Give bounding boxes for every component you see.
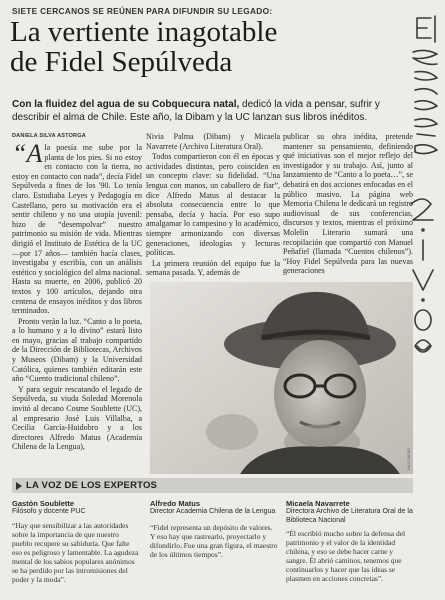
expert-quote: “Fidel representa un depósito de valores. Y eso hay que rastrearlo, proyectarlo y difundirlo. Fue una gran figura, el maestro de los últimos tiempos”. xyxy=(150,522,278,559)
expert-name: Gastón Soublette xyxy=(12,499,75,508)
article-deck xyxy=(12,98,400,124)
expert-card xyxy=(12,499,140,584)
article-column-2 xyxy=(146,132,280,278)
article-column-3 xyxy=(283,132,413,278)
article-kicker: SIETE CERCANOS SE REÚNEN PARA DIFUNDIR SU LEGADO: xyxy=(12,6,273,16)
column-paragraph: “Ala poesía me sube por la planta de los pies. Si no estoy en contacto con la tierra, no estoy en contacto con nada”, decía Fidel Sepúlveda a fines de los '90. Lo tenía claro. Estudiaba Leyes y Pedagogía en Castellano, pero su motivación era el sentir chileno y no una utopía juvenil: hizo de “desempolvar” nuestro patrimonio su misión de vida. Mientras dirigió el Instituto de Estética de la UC —por 17 años— también hacía clases, investigaba y escribía, con un análisis estético y sociológico del alma nacional. Hasta su muerte, en 2006, publicó 20 textos y 100 artículos, dejando otra centena de ensayos inéditos y dos libros terminados. xyxy=(12,143,142,316)
expert-name: Alfredo Matus xyxy=(150,499,201,508)
portrait-illustration xyxy=(150,282,413,474)
deck-rest: dedicó la vida a pensar, sufrir y describir el alma de Chile. Este año, la Dibam y la UC lanzan sus libros inéditos. xyxy=(12,99,380,123)
column-paragraph: Y para seguir rescatando el legado de Sepúlveda, su viuda Soledad Morenola invitó al decano Cosme Soublette (UC), al empresario José Luis Villalba, a Cecilia García-Huidobro y a los directores Alfredo Matus (Academia Chilena de la Lengua), xyxy=(12,384,142,452)
handwritten-annotation xyxy=(395,8,445,368)
triangle-bullet-icon xyxy=(16,482,22,490)
column-paragraph: La primera reunión del equipo fue la semana pasada. Y, además de xyxy=(146,258,280,278)
section-title: LA VOZ DE LOS EXPERTOS xyxy=(26,480,158,491)
headline-line-2: de Fidel Sepúlveda xyxy=(10,46,233,78)
expert-role: Directora Archivo de Literatura Oral de la Biblioteca Nacional xyxy=(286,508,413,524)
article-headline xyxy=(10,17,330,77)
deck-bold: Con la fluidez del agua de su Cobquecura natal, xyxy=(12,99,240,110)
column-paragraph: Nivia Palma (Dibam) y Micaela Navarrete (Archivo Literatura Oral). xyxy=(146,132,280,151)
column-paragraph: Pronto verán la luz. “Canto a lo poeta, a lo humano y a lo divino” estará listo en mayo, gracias al trabajo compartido de la Dirección de Bibliotecas, Archivos y Museos (Dibam) y la Universidad Católica, quienes también editarán este año “Cuento tradicional chileno”. xyxy=(12,316,142,384)
expert-card xyxy=(286,499,414,583)
expert-role: Filósofo y docente PUC xyxy=(12,508,86,515)
expert-quote: “Hay que sensibilizar a las autoridades sobre la importancia de que nuestro pueblo recupere su sabiduría. Que falte eso es peligroso y lamentable. La agudeza mental de los sabios populares anónimos se ha perdido por las intromisiones del poder y la moda”. xyxy=(12,520,139,584)
experts-section-bar xyxy=(12,478,413,493)
article-byline: DANIELA SILVA ASTORGA xyxy=(12,133,86,139)
column-paragraph: publicar su obra inédita, pretende mantener su pensamiento, definiendo qué iniciativas son el mejor reflejo del investigador y su trabajo. Así, junto al lanzamiento de “Canto a lo poeta…”, se debatirá en dos acciones enfocadas en el público masivo. La página web Memoria Chilena le dedicará un registro audiovisual de sus conferencias, discursos y textos, mientras el próximo Molelin Literario sumará una recopilación que compartió con Manuel Peñafiel (llamada “Cuentos chilenos”). “Hoy Fidel Sepúlveda para las nuevas generaciones xyxy=(283,132,413,276)
expert-role: Director Academia Chilena de la Lengua xyxy=(150,508,276,515)
portrait-photo xyxy=(150,282,413,474)
column-paragraph: Todos compartieron con él en épocas y actividades distintas, pero coinciden en un concepto clave: su fidelidad. “Una lengua con manos, un caballero de fiar”, dice Alfredo Matus al destacar la absoluta consecuencia entre lo que pensaba, decía y hacía. Por eso supo amalgamar lo campesino y lo académico, siempre armonizando con diversas generaciones, ideologías y lecturas políticas. xyxy=(146,152,280,258)
expert-card xyxy=(150,499,278,559)
article-column-1 xyxy=(12,143,142,475)
expert-quote: “Él escribió mucho sobre la defensa del patrimonio y el valor de la identidad chilena, y eso se debe hacer carne y sangre. Él abrió caminos, tenemos que continuarlos y hacer que las ideas se plasmen en acciones concretas”. xyxy=(286,529,406,583)
drop-cap: “A xyxy=(12,143,43,168)
expert-name: Micaela Navarrete xyxy=(286,499,350,508)
headline-line-1: La vertiente inagotable xyxy=(10,16,278,48)
photo-credit: HILO SACRO xyxy=(407,448,411,470)
